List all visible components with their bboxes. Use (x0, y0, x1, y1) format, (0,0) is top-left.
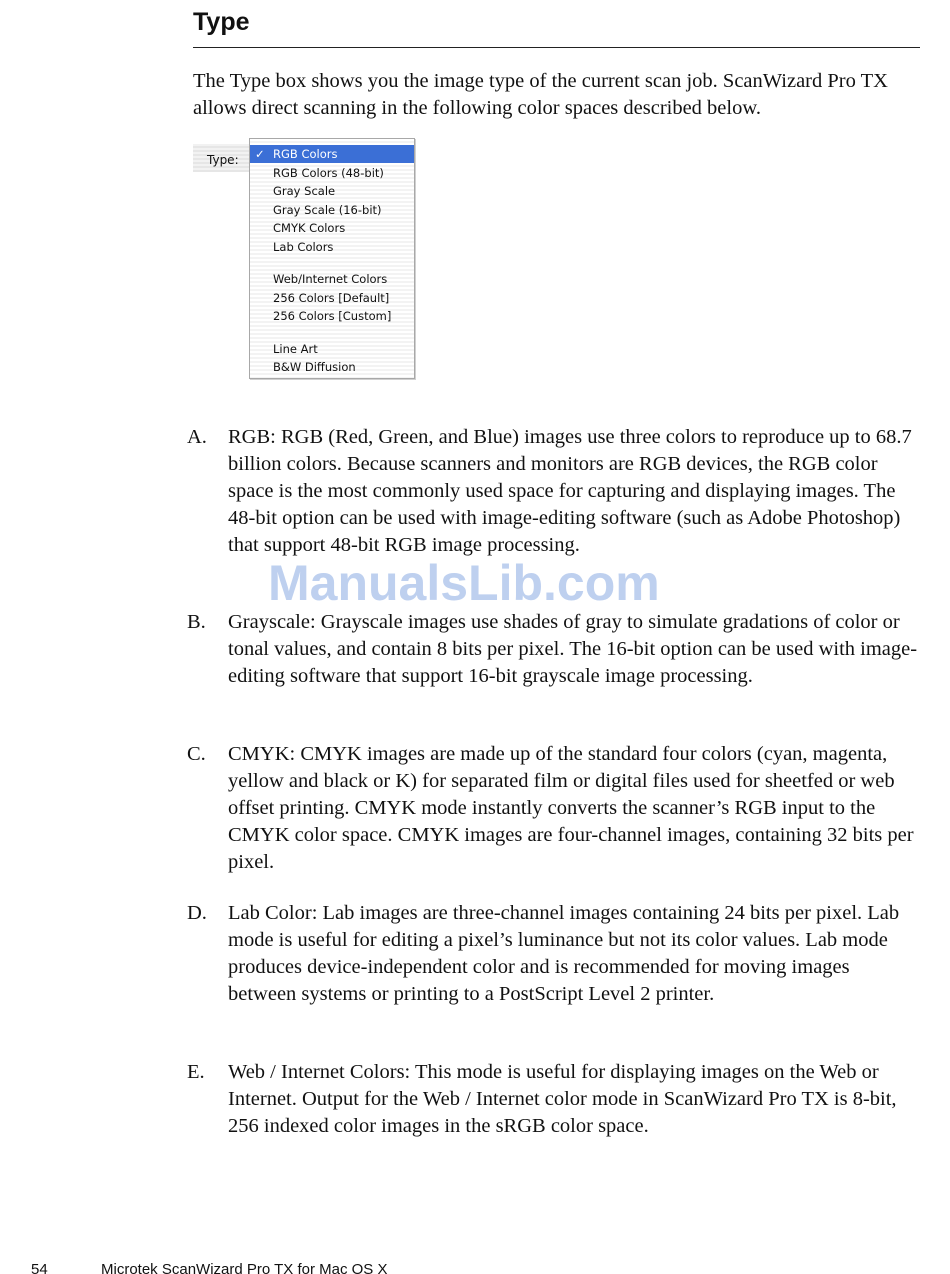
page-footer (0, 1261, 950, 1274)
list-text: Lab Color: Lab images are three-channel images containing 24 bits per pixel. Lab mode is useful for editing a pixel’s luminance but not its color values. Lab mode produces device-independent color and is recommended for moving images between systems or printing to a PostScript Level 2 printer. (228, 902, 900, 1005)
menu-item-label: Line Art (273, 342, 318, 356)
list-text: CMYK: CMYK images are made up of the standard four colors (cyan, magenta, yellow and black or K) for separated film or digital files used for sheetfed or web offset printing. CMYK mode instantly converts the scanner’s RGB input to the CMYK color space. CMYK images are four-channel images, containing 32 bits per pixel. (228, 743, 914, 873)
menu-item-label: RGB Colors (273, 147, 338, 161)
section-heading: Type (193, 8, 250, 36)
type-field (193, 144, 249, 172)
list-text: RGB: RGB (Red, Green, and Blue) images use three colors to reproduce up to 68.7 billion colors. Because scanners and monitors are RGB devices, the RGB color space is the most commonly used space for capturing and displaying images. The 48-bit option can be used with image-editing software (such as Adobe Photoshop) that support 48-bit RGB image processing. (228, 426, 912, 556)
menu-item-cmyk-colors[interactable] (250, 219, 414, 237)
type-menu-screenshot (193, 138, 415, 379)
list-letter: B. (187, 611, 206, 633)
menu-item-256-colors-default[interactable] (250, 289, 414, 307)
list-item-cmyk (187, 741, 922, 876)
menu-item-label: B&W Diffusion (273, 360, 356, 374)
menu-item-label: Web/Internet Colors (273, 272, 388, 286)
list-text: Grayscale: Grayscale images use shades of gray to simulate gradations of color or tonal values, and contain 8 bits per pixel. The 16-bit option can be used with image-editing software that support 16-bit grayscale image processing. (228, 611, 918, 687)
watermark: ManualsLib.com (268, 555, 660, 611)
menu-item-rgb-colors[interactable] (250, 145, 414, 163)
menu-item-gray-scale[interactable] (250, 182, 414, 200)
menu-item-lab-colors[interactable] (250, 238, 414, 256)
list-letter: E. (187, 1061, 205, 1083)
intro-paragraph: The Type box shows you the image type of the current scan job. ScanWizard Pro TX allows direct scanning in the following color spaces described below. (193, 70, 888, 119)
menu-item-label: 256 Colors [Custom] (273, 309, 392, 323)
list-text: Web / Internet Colors: This mode is useful for displaying images on the Web or Internet. Output for the Web / Internet color mode in ScanWizard Pro TX is 8-bit, 256 indexed color images in the sRGB color space. (228, 1061, 897, 1137)
menu-item-label: Gray Scale (273, 184, 336, 198)
list-item-grayscale (187, 609, 922, 690)
list-item-web-internet (187, 1059, 922, 1140)
type-dropdown-menu (249, 138, 415, 379)
list-letter: A. (187, 426, 207, 448)
menu-item-label: CMYK Colors (273, 221, 346, 235)
list-letter: D. (187, 902, 207, 924)
menu-item-label: Lab Colors (273, 240, 334, 254)
menu-item-line-art[interactable] (250, 340, 414, 358)
menu-item-gray-scale-16bit[interactable] (250, 201, 414, 219)
menu-item-label: RGB Colors (48-bit) (273, 166, 384, 180)
menu-item-web-internet-colors[interactable] (250, 270, 414, 288)
list-item-rgb (187, 424, 922, 559)
menu-item-label: Gray Scale (16-bit) (273, 203, 382, 217)
page-number: 54 (31, 1261, 48, 1274)
heading-rule (193, 47, 920, 48)
list-letter: C. (187, 743, 206, 765)
menu-item-rgb-colors-48bit[interactable] (250, 164, 414, 182)
footer-title: Microtek ScanWizard Pro TX for Mac OS X (101, 1261, 388, 1274)
menu-item-256-colors-custom[interactable] (250, 307, 414, 325)
type-label: Type: (207, 153, 239, 167)
menu-item-bw-diffusion[interactable] (250, 358, 414, 376)
check-icon: ✓ (255, 147, 265, 161)
menu-item-label: 256 Colors [Default] (273, 291, 390, 305)
list-item-lab-color (187, 900, 922, 1008)
